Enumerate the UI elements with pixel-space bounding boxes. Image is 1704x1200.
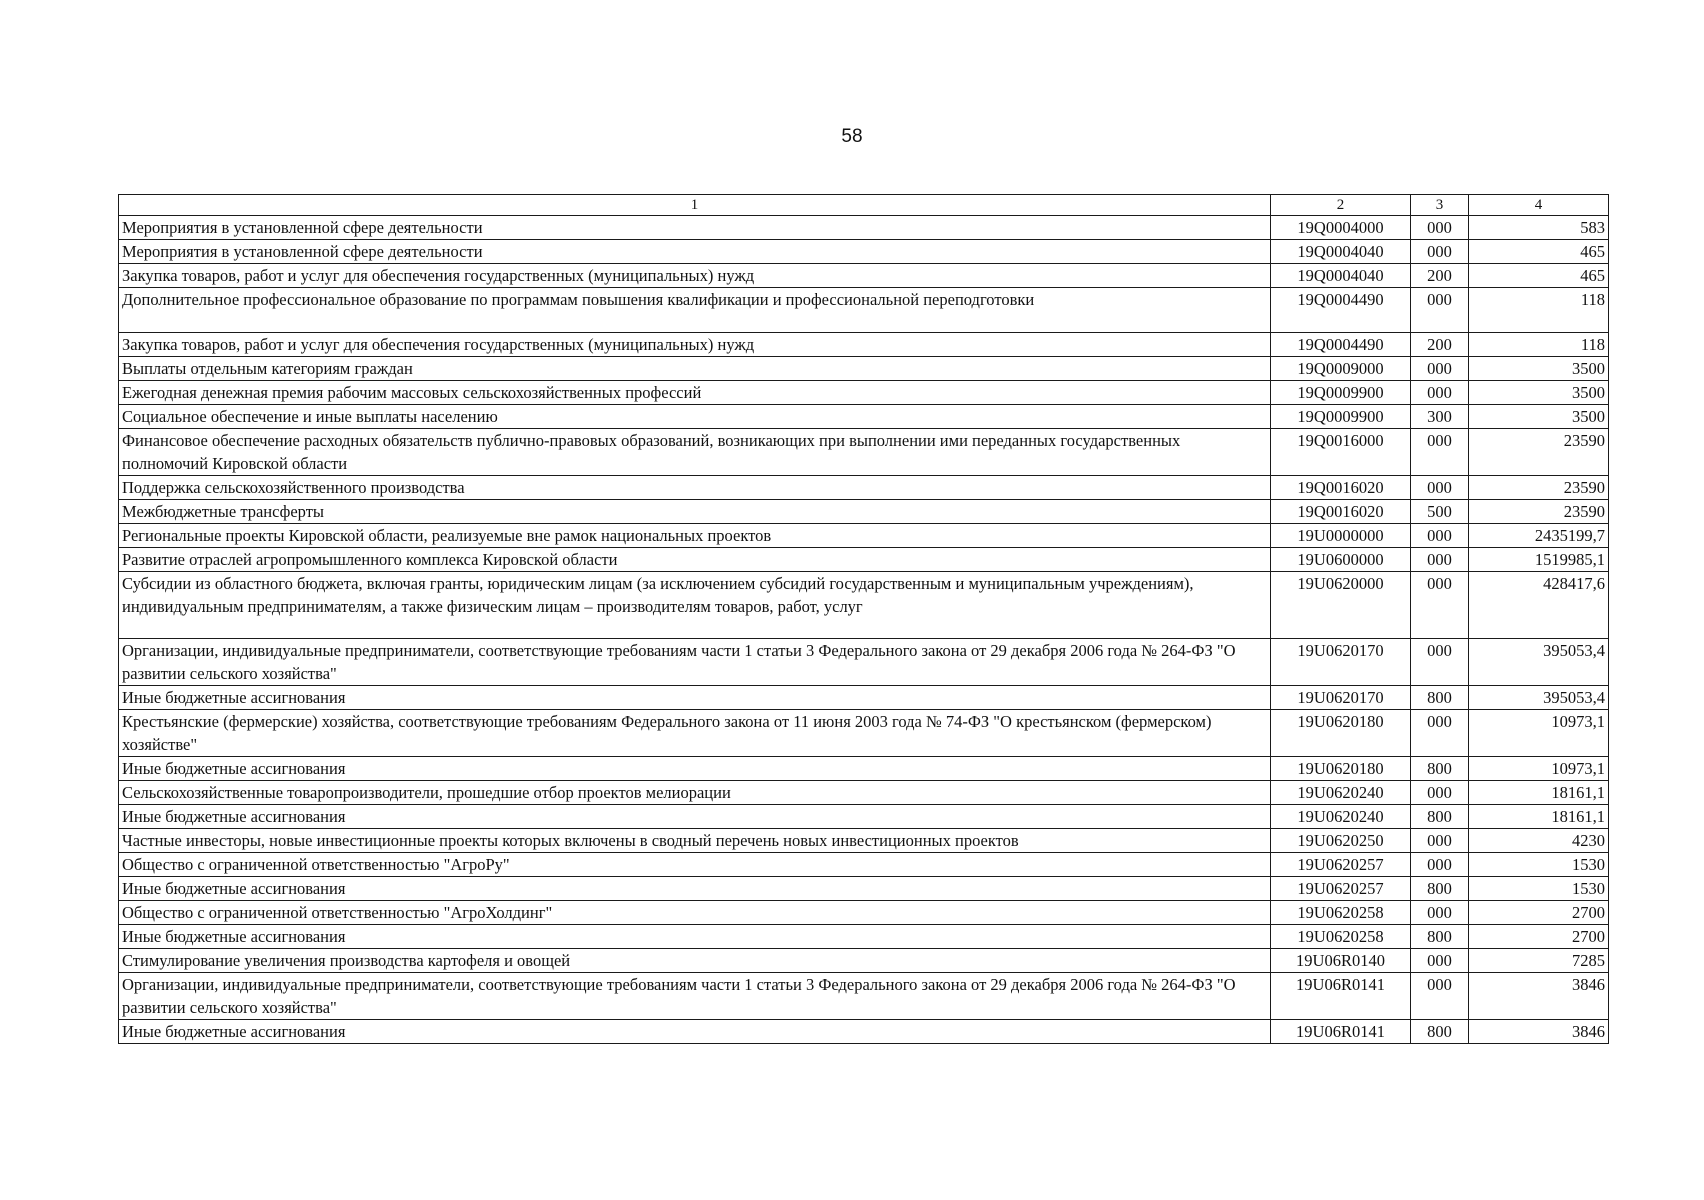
table-row bbox=[119, 381, 1609, 405]
row-amount: 2700 bbox=[1469, 901, 1609, 925]
table-row bbox=[119, 500, 1609, 524]
row-type: 000 bbox=[1411, 781, 1469, 805]
row-type: 000 bbox=[1411, 524, 1469, 548]
row-code: 19Q0009900 bbox=[1271, 405, 1411, 429]
row-type: 000 bbox=[1411, 548, 1469, 572]
row-amount: 3846 bbox=[1469, 1020, 1609, 1044]
row-type: 000 bbox=[1411, 853, 1469, 877]
row-type: 000 bbox=[1411, 240, 1469, 264]
row-type: 000 bbox=[1411, 901, 1469, 925]
page-number: 58 bbox=[841, 126, 863, 147]
row-name: Иные бюджетные ассигнования bbox=[119, 925, 1271, 949]
row-type: 000 bbox=[1411, 429, 1469, 476]
row-code: 19U0620180 bbox=[1271, 710, 1411, 757]
row-code: 19U0620257 bbox=[1271, 853, 1411, 877]
row-amount: 23590 bbox=[1469, 500, 1609, 524]
table-row bbox=[119, 216, 1609, 240]
row-type: 000 bbox=[1411, 639, 1469, 686]
row-name: Ежегодная денежная премия рабочим массовых сельскохозяйственных профессий bbox=[119, 381, 1271, 405]
row-code: 19U0600000 bbox=[1271, 548, 1411, 572]
table-row bbox=[119, 429, 1609, 476]
row-name: Иные бюджетные ассигнования bbox=[119, 686, 1271, 710]
row-name: Межбюджетные трансферты bbox=[119, 500, 1271, 524]
row-code: 19U06R0141 bbox=[1271, 973, 1411, 1020]
table-body bbox=[119, 216, 1609, 1044]
row-code: 19U0620258 bbox=[1271, 901, 1411, 925]
row-name: Мероприятия в установленной сфере деятельности bbox=[119, 240, 1271, 264]
header-cell-amount: 4 bbox=[1469, 195, 1609, 216]
row-name: Организации, индивидуальные предприниматели, соответствующие требованиям части 1 статьи 3 Федерального закона от 29 декабря 2006 года № 264-ФЗ "О развитии сельского хозяйства" bbox=[119, 639, 1271, 686]
row-amount: 395053,4 bbox=[1469, 639, 1609, 686]
row-name: Организации, индивидуальные предприниматели, соответствующие требованиям части 1 статьи 3 Федерального закона от 29 декабря 2006 года № 264-ФЗ "О развитии сельского хозяйства" bbox=[119, 973, 1271, 1020]
row-type: 800 bbox=[1411, 877, 1469, 901]
row-code: 19U0620000 bbox=[1271, 572, 1411, 639]
row-amount: 3846 bbox=[1469, 973, 1609, 1020]
header-cell-type: 3 bbox=[1411, 195, 1469, 216]
row-amount: 10973,1 bbox=[1469, 757, 1609, 781]
row-amount: 118 bbox=[1469, 288, 1609, 333]
row-name: Закупка товаров, работ и услуг для обеспечения государственных (муниципальных) нужд bbox=[119, 333, 1271, 357]
row-name: Иные бюджетные ассигнования bbox=[119, 877, 1271, 901]
table-row bbox=[119, 757, 1609, 781]
row-code: 19U0000000 bbox=[1271, 524, 1411, 548]
row-code: 19Q0016020 bbox=[1271, 500, 1411, 524]
table-row bbox=[119, 476, 1609, 500]
row-amount: 583 bbox=[1469, 216, 1609, 240]
table-row bbox=[119, 264, 1609, 288]
row-name: Развитие отраслей агропромышленного комплекса Кировской области bbox=[119, 548, 1271, 572]
header-cell-name: 1 bbox=[119, 195, 1271, 216]
row-type: 000 bbox=[1411, 829, 1469, 853]
row-name: Общество с ограниченной ответственностью "АгроРу" bbox=[119, 853, 1271, 877]
header-cell-code: 2 bbox=[1271, 195, 1411, 216]
row-code: 19Q0009900 bbox=[1271, 381, 1411, 405]
row-code: 19U0620170 bbox=[1271, 686, 1411, 710]
row-name: Финансовое обеспечение расходных обязательств публично-правовых образований, возникающих при выполнении ими переданных государственных полномочий Кировской области bbox=[119, 429, 1271, 476]
budget-table-container bbox=[118, 194, 1608, 1044]
row-amount: 465 bbox=[1469, 240, 1609, 264]
row-amount: 3500 bbox=[1469, 357, 1609, 381]
table-row bbox=[119, 901, 1609, 925]
row-name: Поддержка сельскохозяйственного производства bbox=[119, 476, 1271, 500]
row-code: 19U0620240 bbox=[1271, 805, 1411, 829]
row-name: Социальное обеспечение и иные выплаты населению bbox=[119, 405, 1271, 429]
table-row bbox=[119, 710, 1609, 757]
table-row bbox=[119, 877, 1609, 901]
table-row bbox=[119, 686, 1609, 710]
table-row bbox=[119, 333, 1609, 357]
row-code: 19Q0004040 bbox=[1271, 264, 1411, 288]
row-name: Региональные проекты Кировской области, реализуемые вне рамок национальных проектов bbox=[119, 524, 1271, 548]
row-type: 800 bbox=[1411, 805, 1469, 829]
row-amount: 3500 bbox=[1469, 405, 1609, 429]
row-amount: 1519985,1 bbox=[1469, 548, 1609, 572]
row-type: 000 bbox=[1411, 476, 1469, 500]
row-name: Дополнительное профессиональное образование по программам повышения квалификации и профессиональной переподготовки bbox=[119, 288, 1271, 333]
table-row bbox=[119, 405, 1609, 429]
row-code: 19U0620240 bbox=[1271, 781, 1411, 805]
row-code: 19Q0016020 bbox=[1271, 476, 1411, 500]
row-type: 200 bbox=[1411, 264, 1469, 288]
row-code: 19Q0004490 bbox=[1271, 288, 1411, 333]
row-code: 19Q0009000 bbox=[1271, 357, 1411, 381]
table-row bbox=[119, 524, 1609, 548]
row-type: 000 bbox=[1411, 572, 1469, 639]
table-row bbox=[119, 1020, 1609, 1044]
row-type: 000 bbox=[1411, 357, 1469, 381]
row-type: 800 bbox=[1411, 686, 1469, 710]
row-amount: 7285 bbox=[1469, 949, 1609, 973]
table-row bbox=[119, 973, 1609, 1020]
table-row bbox=[119, 853, 1609, 877]
row-name: Субсидии из областного бюджета, включая гранты, юридическим лицам (за исключением субсидий государственным и муниципальным учреждениям), индивидуальным предпринимателям, а также физическим лицам – производителям товаров, работ, услуг bbox=[119, 572, 1271, 639]
row-type: 000 bbox=[1411, 710, 1469, 757]
table-row bbox=[119, 548, 1609, 572]
row-amount: 1530 bbox=[1469, 853, 1609, 877]
row-type: 800 bbox=[1411, 925, 1469, 949]
row-type: 500 bbox=[1411, 500, 1469, 524]
row-name: Выплаты отдельным категориям граждан bbox=[119, 357, 1271, 381]
row-type: 000 bbox=[1411, 949, 1469, 973]
row-name: Стимулирование увеличения производства картофеля и овощей bbox=[119, 949, 1271, 973]
row-name: Иные бюджетные ассигнования bbox=[119, 805, 1271, 829]
row-name: Иные бюджетные ассигнования bbox=[119, 1020, 1271, 1044]
row-code: 19U0620180 bbox=[1271, 757, 1411, 781]
row-code: 19U06R0140 bbox=[1271, 949, 1411, 973]
row-amount: 18161,1 bbox=[1469, 805, 1609, 829]
row-code: 19Q0016000 bbox=[1271, 429, 1411, 476]
row-type: 300 bbox=[1411, 405, 1469, 429]
row-name: Крестьянские (фермерские) хозяйства, соответствующие требованиям Федерального закона от 11 июня 2003 года № 74-ФЗ "О крестьянском (фермерском) хозяйстве" bbox=[119, 710, 1271, 757]
table-row bbox=[119, 829, 1609, 853]
row-amount: 2700 bbox=[1469, 925, 1609, 949]
row-amount: 1530 bbox=[1469, 877, 1609, 901]
row-code: 19Q0004490 bbox=[1271, 333, 1411, 357]
table-row bbox=[119, 639, 1609, 686]
row-type: 200 bbox=[1411, 333, 1469, 357]
row-code: 19U0620257 bbox=[1271, 877, 1411, 901]
table-row bbox=[119, 240, 1609, 264]
row-type: 000 bbox=[1411, 381, 1469, 405]
table-row bbox=[119, 288, 1609, 333]
row-amount: 4230 bbox=[1469, 829, 1609, 853]
row-type: 000 bbox=[1411, 288, 1469, 333]
row-name: Общество с ограниченной ответственностью "АгроХолдинг" bbox=[119, 901, 1271, 925]
row-amount: 395053,4 bbox=[1469, 686, 1609, 710]
row-amount: 23590 bbox=[1469, 429, 1609, 476]
row-amount: 465 bbox=[1469, 264, 1609, 288]
row-type: 800 bbox=[1411, 757, 1469, 781]
row-name: Закупка товаров, работ и услуг для обеспечения государственных (муниципальных) нужд bbox=[119, 264, 1271, 288]
row-amount: 2435199,7 bbox=[1469, 524, 1609, 548]
row-amount: 10973,1 bbox=[1469, 710, 1609, 757]
row-amount: 18161,1 bbox=[1469, 781, 1609, 805]
row-name: Частные инвесторы, новые инвестиционные проекты которых включены в сводный перечень новых инвестиционных проектов bbox=[119, 829, 1271, 853]
budget-table bbox=[118, 194, 1609, 1044]
row-name: Мероприятия в установленной сфере деятельности bbox=[119, 216, 1271, 240]
header-row bbox=[119, 195, 1609, 216]
row-code: 19U06R0141 bbox=[1271, 1020, 1411, 1044]
row-amount: 23590 bbox=[1469, 476, 1609, 500]
row-code: 19U0620258 bbox=[1271, 925, 1411, 949]
row-amount: 428417,6 bbox=[1469, 572, 1609, 639]
row-amount: 3500 bbox=[1469, 381, 1609, 405]
row-type: 800 bbox=[1411, 1020, 1469, 1044]
row-name: Иные бюджетные ассигнования bbox=[119, 757, 1271, 781]
row-amount: 118 bbox=[1469, 333, 1609, 357]
row-type: 000 bbox=[1411, 973, 1469, 1020]
table-row bbox=[119, 949, 1609, 973]
row-type: 000 bbox=[1411, 216, 1469, 240]
table-row bbox=[119, 925, 1609, 949]
row-code: 19Q0004040 bbox=[1271, 240, 1411, 264]
table-row bbox=[119, 357, 1609, 381]
row-code: 19Q0004000 bbox=[1271, 216, 1411, 240]
table-row bbox=[119, 805, 1609, 829]
table-row bbox=[119, 572, 1609, 639]
row-code: 19U0620250 bbox=[1271, 829, 1411, 853]
table-row bbox=[119, 781, 1609, 805]
row-name: Сельскохозяйственные товаропроизводители, прошедшие отбор проектов мелиорации bbox=[119, 781, 1271, 805]
row-code: 19U0620170 bbox=[1271, 639, 1411, 686]
